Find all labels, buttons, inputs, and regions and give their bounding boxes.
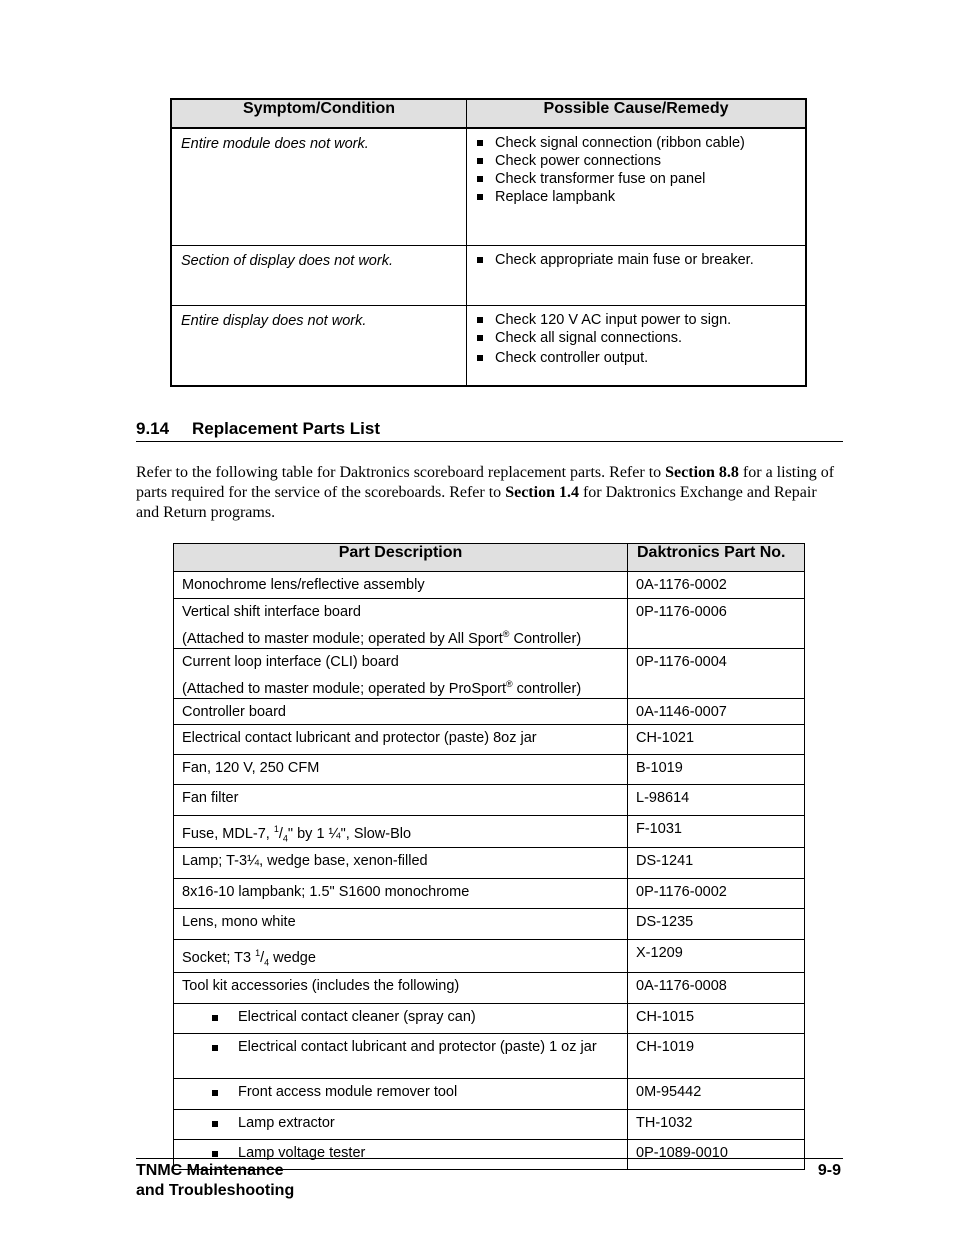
registered-mark: ®: [506, 678, 513, 689]
list-item: Lamp extractor: [182, 1115, 619, 1132]
page-number: 9-9: [817, 1162, 841, 1179]
list-item: Lamp voltage tester: [182, 1145, 619, 1162]
part-note: [182, 676, 619, 698]
part-description: [174, 1004, 628, 1034]
table-row: [171, 245, 806, 305]
part-number: 0P-1176-0006: [628, 599, 805, 649]
list-item: Electrical contact cleaner (spray can): [182, 1009, 619, 1026]
part-number: 0M-95442: [628, 1079, 805, 1110]
fraction-denominator: 4: [264, 958, 270, 969]
table-header-row: [171, 99, 806, 128]
section-heading: [136, 419, 843, 442]
table-row: [174, 815, 805, 848]
fraction-numerator: 1: [255, 948, 261, 959]
part-description: [174, 940, 628, 973]
part-text: Fuse, MDL-7,: [182, 825, 274, 842]
part-number: X-1209: [628, 940, 805, 973]
part-description: Fan filter: [174, 784, 628, 815]
table-row: [174, 648, 805, 698]
symptom-cell: Entire module does not work.: [171, 128, 467, 245]
list-item: Replace lampbank: [477, 188, 797, 206]
fraction-slash: /: [260, 950, 265, 967]
table-row: [174, 572, 805, 599]
part-number: 0A-1176-0002: [628, 572, 805, 599]
part-text: " by 1 ¼", Slow-Blo: [287, 825, 412, 842]
table-row: [174, 848, 805, 879]
part-number: L-98614: [628, 784, 805, 815]
table-row: [174, 940, 805, 973]
table-row: [174, 599, 805, 649]
remedy-cell: [467, 128, 807, 245]
part-number: CH-1021: [628, 724, 805, 754]
part-description: Monochrome lens/reflective assembly: [174, 572, 628, 599]
table-row: [174, 973, 805, 1004]
part-number: 0P-1176-0004: [628, 648, 805, 698]
list-item: Check all signal connections.: [477, 329, 797, 347]
part-description: [174, 1110, 628, 1140]
list-item: Electrical contact lubricant and protector (paste) 1 oz jar: [182, 1039, 619, 1056]
list-item: Check power connections: [477, 152, 797, 170]
remedy-cell: [467, 305, 807, 386]
table-row: [174, 784, 805, 815]
part-description: Lens, mono white: [174, 909, 628, 940]
section-reference: Section 1.4: [505, 484, 579, 501]
list-item: Check signal connection (ribbon cable): [477, 134, 797, 152]
part-number: CH-1015: [628, 1004, 805, 1034]
table-row: [174, 1079, 805, 1110]
table-row: [174, 1034, 805, 1079]
part-number: 0P-1176-0002: [628, 879, 805, 909]
part-note-text: controller): [512, 680, 582, 697]
column-header: Symptom/Condition: [171, 99, 467, 128]
fraction-numerator: 1: [273, 823, 279, 834]
footer-divider: [136, 1158, 843, 1159]
part-description: Electrical contact lubricant and protector (paste) 8oz jar: [174, 724, 628, 754]
part-description: Lamp; T-3¼, wedge base, xenon-filled: [174, 848, 628, 879]
remedy-list: [477, 134, 797, 206]
table-row: [171, 128, 806, 245]
remedy-cell: [467, 245, 807, 305]
section-number: 9.14: [136, 419, 170, 438]
table-row: [174, 1004, 805, 1034]
part-note: [182, 626, 619, 648]
table-header-row: [174, 544, 805, 572]
table-row: [174, 724, 805, 754]
table-row: [171, 305, 806, 386]
part-number: TH-1032: [628, 1110, 805, 1140]
list-item: Check appropriate main fuse or breaker.: [477, 251, 797, 269]
part-description: Tool kit accessories (includes the following): [174, 973, 628, 1004]
section-reference: Section 8.8: [665, 464, 739, 481]
part-description: Controller board: [174, 698, 628, 724]
remedy-list: [477, 251, 797, 269]
table-row: [174, 909, 805, 940]
part-number: DS-1241: [628, 848, 805, 879]
part-number: DS-1235: [628, 909, 805, 940]
part-description: [174, 599, 628, 649]
table-row: [174, 879, 805, 909]
remedy-list: [477, 311, 797, 367]
part-number: 0P-1089-0010: [628, 1140, 805, 1170]
part-description: [174, 648, 628, 698]
part-description: [174, 815, 628, 848]
fraction-denominator: 4: [282, 833, 288, 844]
symptom-cell: Section of display does not work.: [171, 245, 467, 305]
table-row: [174, 754, 805, 784]
part-number: CH-1019: [628, 1034, 805, 1079]
troubleshooting-table: [170, 98, 807, 387]
column-header: Daktronics Part No.: [628, 544, 805, 572]
intro-text: Refer to the following table for Daktronics scoreboard replacement parts. Refer to: [136, 464, 666, 481]
part-number: B-1019: [628, 754, 805, 784]
part-number: F-1031: [628, 815, 805, 848]
part-text: wedge: [269, 950, 316, 967]
intro-paragraph: [136, 463, 836, 523]
part-note-text: (Attached to master module; operated by All Sport: [182, 630, 503, 647]
parts-table: [173, 543, 805, 1170]
section-title: Replacement Parts List: [192, 419, 381, 438]
part-name: Current loop interface (CLI) board: [182, 653, 399, 670]
list-item: Front access module remover tool: [182, 1084, 619, 1101]
column-header: Part Description: [174, 544, 628, 572]
part-note-text: (Attached to master module; operated by ProSport: [182, 680, 507, 697]
list-item: Check controller output.: [477, 349, 797, 367]
table-row: [174, 698, 805, 724]
footer-title-line: and Troubleshooting: [136, 1182, 295, 1199]
part-description: Fan, 120 V, 250 CFM: [174, 754, 628, 784]
column-header: Possible Cause/Remedy: [467, 99, 807, 128]
part-number: 0A-1176-0008: [628, 973, 805, 1004]
part-number: 0A-1146-0007: [628, 698, 805, 724]
footer-title-line: TNMC Maintenance: [136, 1162, 284, 1179]
registered-mark: ®: [502, 629, 510, 639]
part-name: Vertical shift interface board: [182, 604, 361, 620]
intro-text: for a listing of parts required for the service of the scoreboards. Refer to: [136, 464, 835, 501]
part-description: [174, 1079, 628, 1110]
intro-text: for Daktronics Exchange and Repair and Return programs.: [136, 484, 817, 521]
fraction-slash: /: [278, 825, 283, 842]
list-item: Check transformer fuse on panel: [477, 170, 797, 188]
part-description: [174, 1034, 628, 1079]
part-note-text: Controller): [509, 630, 582, 647]
footer-title: [136, 1161, 294, 1201]
part-text: Socket; T3: [182, 950, 256, 967]
symptom-cell: Entire display does not work.: [171, 305, 467, 386]
list-item: Check 120 V AC input power to sign.: [477, 311, 797, 329]
table-row: [174, 1110, 805, 1140]
part-description: 8x16-10 lampbank; 1.5" S1600 monochrome: [174, 879, 628, 909]
